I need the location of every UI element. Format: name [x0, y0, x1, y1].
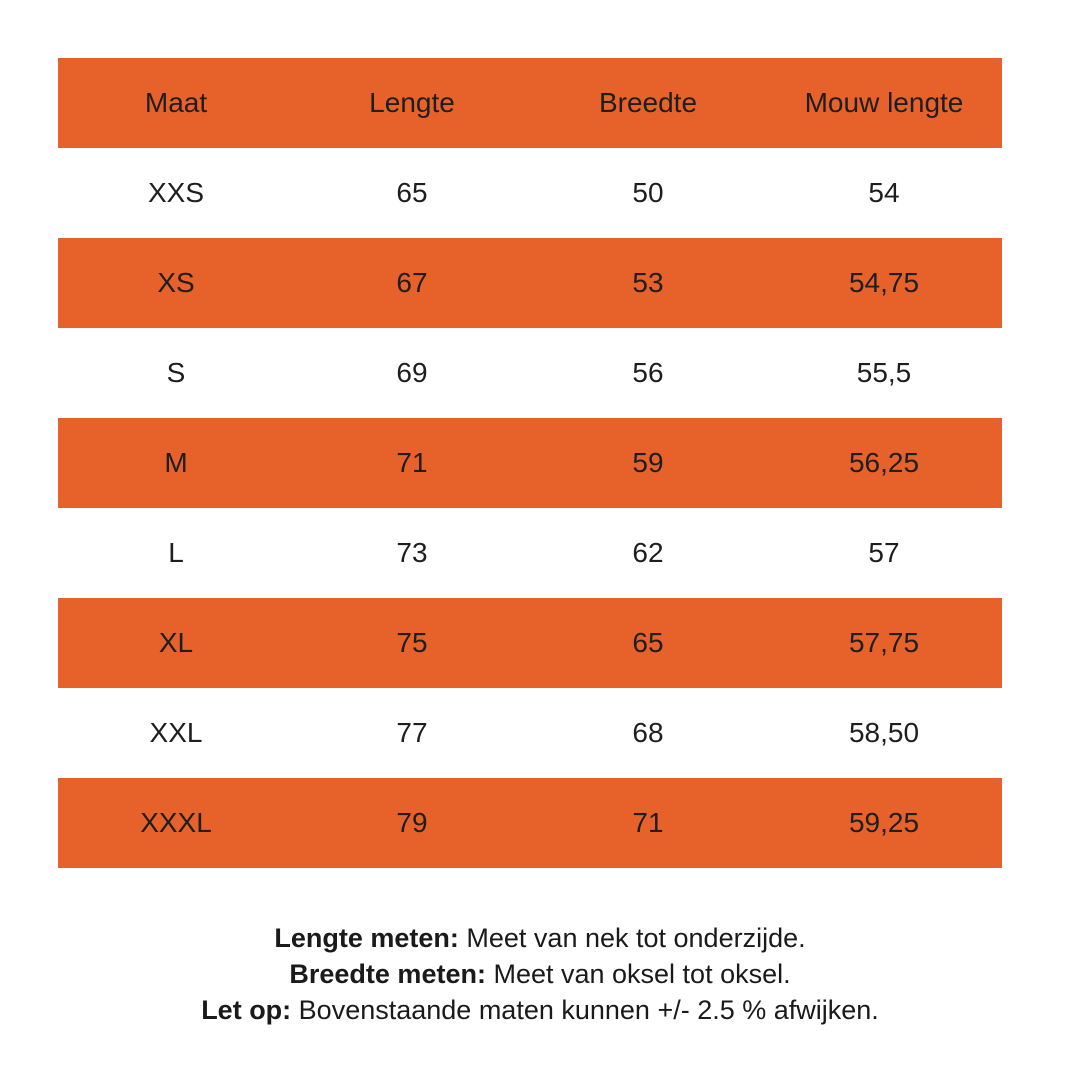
cell-lengte: 75 [396, 627, 428, 658]
cell-mouw-lengte: 58,50 [848, 717, 920, 748]
cell-lengte: 69 [396, 357, 428, 388]
column-header-lengte: Lengte [369, 87, 455, 118]
size-table [58, 58, 1002, 868]
size-table-body [58, 148, 1002, 868]
column-header-mouw-lengte: Mouw lengte [804, 87, 964, 118]
note-let-op [0, 992, 1080, 1028]
table-row-s [58, 328, 1002, 418]
cell-lengte: 67 [396, 267, 428, 298]
cell-breedte: 56 [632, 357, 664, 388]
note-text: Meet van oksel tot oksel. [485, 959, 791, 989]
column-header-maat: Maat [144, 87, 208, 118]
cell-lengte: 77 [396, 717, 428, 748]
note-breedte-meten [0, 956, 1080, 992]
cell-size: L [168, 537, 184, 568]
cell-size: XS [157, 267, 195, 298]
cell-mouw-lengte: 55,5 [856, 357, 912, 388]
cell-mouw-lengte: 57,75 [848, 627, 920, 658]
table-header-row [58, 58, 1002, 148]
cell-mouw-lengte: 59,25 [848, 807, 920, 838]
table-row-xxl [58, 688, 1002, 778]
table-row-xs [58, 238, 1002, 328]
cell-mouw-lengte: 57 [868, 537, 900, 568]
cell-breedte: 71 [632, 807, 664, 838]
table-row-xl [58, 598, 1002, 688]
cell-breedte: 59 [632, 447, 664, 478]
note-label: Lengte meten: [274, 923, 459, 953]
cell-mouw-lengte: 54 [868, 177, 900, 208]
cell-breedte: 65 [632, 627, 664, 658]
cell-lengte: 73 [396, 537, 428, 568]
note-text: Meet van nek tot onderzijde. [458, 923, 806, 953]
table-row-l [58, 508, 1002, 598]
measurement-notes [0, 920, 1080, 1028]
cell-size: M [164, 447, 188, 478]
cell-mouw-lengte: 54,75 [848, 267, 920, 298]
size-table-head [58, 58, 1002, 148]
cell-size: XXS [147, 177, 205, 208]
table-row-xxxl [58, 778, 1002, 868]
cell-breedte: 68 [632, 717, 664, 748]
note-lengte-meten [0, 920, 1080, 956]
cell-mouw-lengte: 56,25 [848, 447, 920, 478]
note-label: Breedte meten: [289, 959, 486, 989]
table-row-xxs [58, 148, 1002, 238]
cell-breedte: 53 [632, 267, 664, 298]
note-text: Bovenstaande maten kunnen +/- 2.5 % afwijken. [291, 995, 879, 1025]
cell-size: XXL [149, 717, 203, 748]
cell-lengte: 65 [396, 177, 428, 208]
table-row-m [58, 418, 1002, 508]
column-header-breedte: Breedte [598, 87, 698, 118]
note-label: Let op: [201, 995, 292, 1025]
cell-size: XXXL [140, 807, 212, 838]
cell-lengte: 79 [396, 807, 428, 838]
cell-breedte: 62 [632, 537, 664, 568]
cell-lengte: 71 [396, 447, 428, 478]
cell-breedte: 50 [632, 177, 664, 208]
cell-size: XL [158, 627, 194, 658]
cell-size: S [166, 357, 186, 388]
